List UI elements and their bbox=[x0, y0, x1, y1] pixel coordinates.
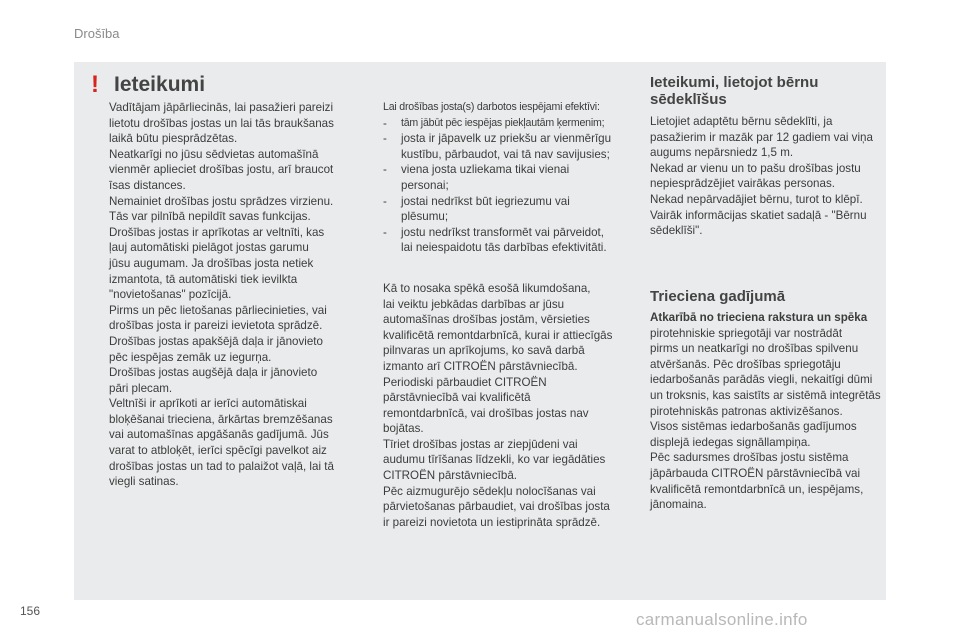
text-line: jūsu augumam. Ja drošības josta netiek bbox=[109, 256, 314, 270]
text-line: Neatkarīgi no jūsu sēdvietas automašīnā bbox=[109, 147, 319, 161]
text-line: Periodiski pārbaudiet CITROËN bbox=[383, 375, 547, 389]
text-line: Tās var pilnībā nepildīt savas funkcijas. bbox=[109, 210, 311, 224]
text-line: Pēc aizmugurējo sēdekļu nolocīšanas vai bbox=[383, 484, 596, 498]
child-seat-title: Ieteikumi, lietojot bērnu sēdeklīšus bbox=[650, 74, 819, 108]
list-item-text bbox=[401, 116, 633, 132]
text-line: drošības josta ir pareizi ievietota sprādzē. bbox=[109, 319, 323, 333]
text-line: jāpārbauda CITROËN pārstāvniecībā vai bbox=[650, 466, 861, 480]
text-line: personai; bbox=[401, 178, 449, 192]
text-line: jānomaina. bbox=[650, 498, 707, 512]
text-line: Nekad nepārvadājiet bērnu, turot to klēpī. bbox=[650, 192, 863, 206]
list-item bbox=[383, 194, 633, 225]
impact-bold-line: Atkarībā no trieciena rakstura un spēka bbox=[650, 311, 868, 324]
text-line: izmantota, tā automātiski tiek ievilkta bbox=[109, 272, 298, 286]
text-line: īsas distances. bbox=[109, 178, 186, 192]
text-line: jostai nedrīkst būt iegriezumu vai bbox=[401, 194, 570, 208]
text-line: "novietošanas" pozīcijā. bbox=[109, 288, 232, 302]
text-line: CITROËN pārstāvniecībā. bbox=[383, 469, 518, 483]
text-line: Veltnīši ir aprīkoti ar ierīci automātiskai bbox=[109, 397, 307, 411]
text-line: ļauj automātiski pielāgot jostas garumu bbox=[109, 241, 309, 255]
text-line: pārvietošanas pārbaudiet, vai drošības josta bbox=[383, 500, 610, 514]
text-line: jostu nedrīkst transformēt vai pārveidot, bbox=[401, 225, 604, 239]
text-line: viena josta uzliekama tikai vienai bbox=[401, 163, 570, 177]
list-item bbox=[383, 116, 633, 132]
list-item-text bbox=[401, 225, 633, 256]
list-item bbox=[383, 225, 633, 256]
text-line: vienmēr aplieciet drošības jostu, arī braucot bbox=[109, 163, 334, 177]
page-number: 156 bbox=[20, 604, 41, 618]
dash-bullet: - bbox=[383, 132, 387, 146]
text-line: Drošības jostas apakšējā daļa ir jānovieto bbox=[109, 334, 323, 348]
text-line: vai automašīnas apgāšanās gadījumā. Jūs bbox=[109, 428, 329, 442]
text-line: Pirms un pēc lietošanas pārliecinieties, vai bbox=[109, 303, 327, 317]
text-line: Visos sistēmas iedarbošanās gadījumos bbox=[650, 420, 857, 434]
text-line: bloķēšanai trieciena, ārkārtas bremzēšanas bbox=[109, 412, 333, 426]
text-line: pilnvaras un aprīkojums, ko savā darbā bbox=[383, 344, 585, 358]
dash-bullet: - bbox=[383, 163, 387, 177]
text-line: laikā būtu piesprādzētas. bbox=[109, 132, 238, 146]
exclamation-icon: ! bbox=[91, 71, 99, 98]
impact-text bbox=[650, 310, 882, 513]
impact-title: Trieciena gadījumā bbox=[650, 288, 786, 305]
text-line: pasažierim ir mazāk par 12 gadiem vai viņa bbox=[650, 130, 873, 144]
text-line: kvalificētā remontdarbnīcā un, iespējams, bbox=[650, 482, 864, 496]
text-line: audumu tīrīšanas līdzekli, ko var iegādāties bbox=[383, 453, 606, 467]
impact-lines bbox=[650, 326, 882, 513]
list-item bbox=[383, 131, 633, 162]
dash-bullet: - bbox=[383, 194, 387, 208]
list-item-text bbox=[401, 162, 633, 193]
text-line: Tīriet drošības jostas ar ziepjūdeni vai bbox=[383, 437, 578, 451]
text-line: Kā to nosaka spēkā esošā likumdošana, bbox=[383, 281, 591, 295]
child-seat-text bbox=[650, 114, 882, 239]
dash-bullet: - bbox=[383, 225, 387, 239]
warning-title: Ieteikumi bbox=[114, 73, 206, 96]
text-line: izmanto arī CITROËN pārstāvniecībā. bbox=[383, 359, 578, 373]
text-line: kustību, pārbaudot, vai tā nav savijusies; bbox=[401, 147, 610, 161]
text-line: augums nepārsniedz 1,5 m. bbox=[650, 146, 794, 160]
text-line: Pēc sadursmes drošības jostu sistēma bbox=[650, 451, 849, 465]
text-line: iedarbošanās parādās viegli, nekaitīgi dūmi bbox=[650, 373, 873, 387]
text-line: remontdarbnīcā, vai drošības jostas nav bbox=[383, 406, 589, 420]
text-line: pirotehniskie spriegotāji var nostrādāt bbox=[650, 326, 843, 340]
page-header-title: Drošība bbox=[74, 26, 120, 41]
text-line: kvalificētā remontdarbnīcā, kurai ir attiecīgās bbox=[383, 328, 613, 342]
lead-text: Lai drošības josta(s) darbotos iespējami efektīvi: bbox=[383, 101, 600, 113]
list-item bbox=[383, 162, 633, 193]
text-line: Drošības jostas ir aprīkotas ar veltnīti, kas bbox=[109, 225, 325, 239]
text-line: Drošības jostas augšējā daļa ir jānovieto bbox=[109, 366, 318, 380]
maintenance-text bbox=[383, 281, 633, 531]
watermark: carmanualsonline.info bbox=[636, 610, 808, 629]
text-line: automašīnas drošības jostām, vērsieties bbox=[383, 313, 590, 327]
text-line: sēdeklīši". bbox=[650, 224, 703, 238]
list-item-text bbox=[401, 194, 633, 225]
text-line: josta ir jāpavelk uz priekšu ar vienmērīgu bbox=[401, 132, 612, 146]
text-line: nepiesprādzējiet vairākas personas. bbox=[650, 177, 835, 191]
text-line: tām jābūt pēc iespējas piekļautām ķermenim; bbox=[401, 116, 605, 129]
text-line: varat to atbloķēt, ierīci spēcīgi pavelkot aiz bbox=[109, 444, 327, 458]
column-general-advice bbox=[109, 100, 361, 490]
text-line: pēc iespējas zemāk uz iegurņa. bbox=[109, 350, 272, 364]
text-line: bojātas. bbox=[383, 422, 424, 436]
text-line: Nekad ar vienu un to pašu drošības jostu bbox=[650, 161, 861, 175]
text-line: lai neiespaidotu tās darbības efektivitāti. bbox=[401, 241, 607, 255]
dash-list bbox=[383, 116, 633, 256]
text-line: displejā iedegas signāllampiņa. bbox=[650, 435, 811, 449]
text-line: Vadītājam jāpārliecinās, lai pasažieri pareizi bbox=[109, 101, 334, 114]
text-line: plēsumu; bbox=[401, 210, 449, 224]
text-line: lietotu drošības jostas un lai tās braukšanas bbox=[109, 116, 334, 130]
text-line: un troksnis, kas saistīts ar sistēmā integrētās bbox=[650, 388, 881, 402]
text-line: lai veiktu jebkādas darbības ar jūsu bbox=[383, 297, 565, 311]
text-line: pirotehniskās patronas aktivizēšanos. bbox=[650, 404, 843, 418]
dash-bullet: - bbox=[383, 116, 387, 130]
text-line: Vairāk informācijas skatiet sadaļā - "Bērnu bbox=[650, 208, 867, 222]
text-line: drošības jostas un tad to palaižot vaļā, lai tā bbox=[109, 459, 334, 473]
text-line: atvēršanās. Pēc drošības spriegotāju bbox=[650, 357, 841, 371]
text-line: pāri plecam. bbox=[109, 381, 173, 395]
text-line: pirms un neatkarīgi no drošības spilvenu bbox=[650, 342, 859, 356]
column-effectiveness bbox=[383, 100, 633, 530]
text-line: viegli satinas. bbox=[109, 475, 179, 489]
list-item-text bbox=[401, 131, 633, 162]
text-line: ir pareizi novietota un iestiprināta sprādzē. bbox=[383, 515, 601, 529]
text-line: Lietojiet adaptētu bērnu sēdeklīti, ja bbox=[650, 115, 833, 128]
text-line: pārstāvniecībā vai kvalificētā bbox=[383, 391, 531, 405]
text-line: Nemainiet drošības jostu sprādzes virzienu. bbox=[109, 194, 334, 208]
